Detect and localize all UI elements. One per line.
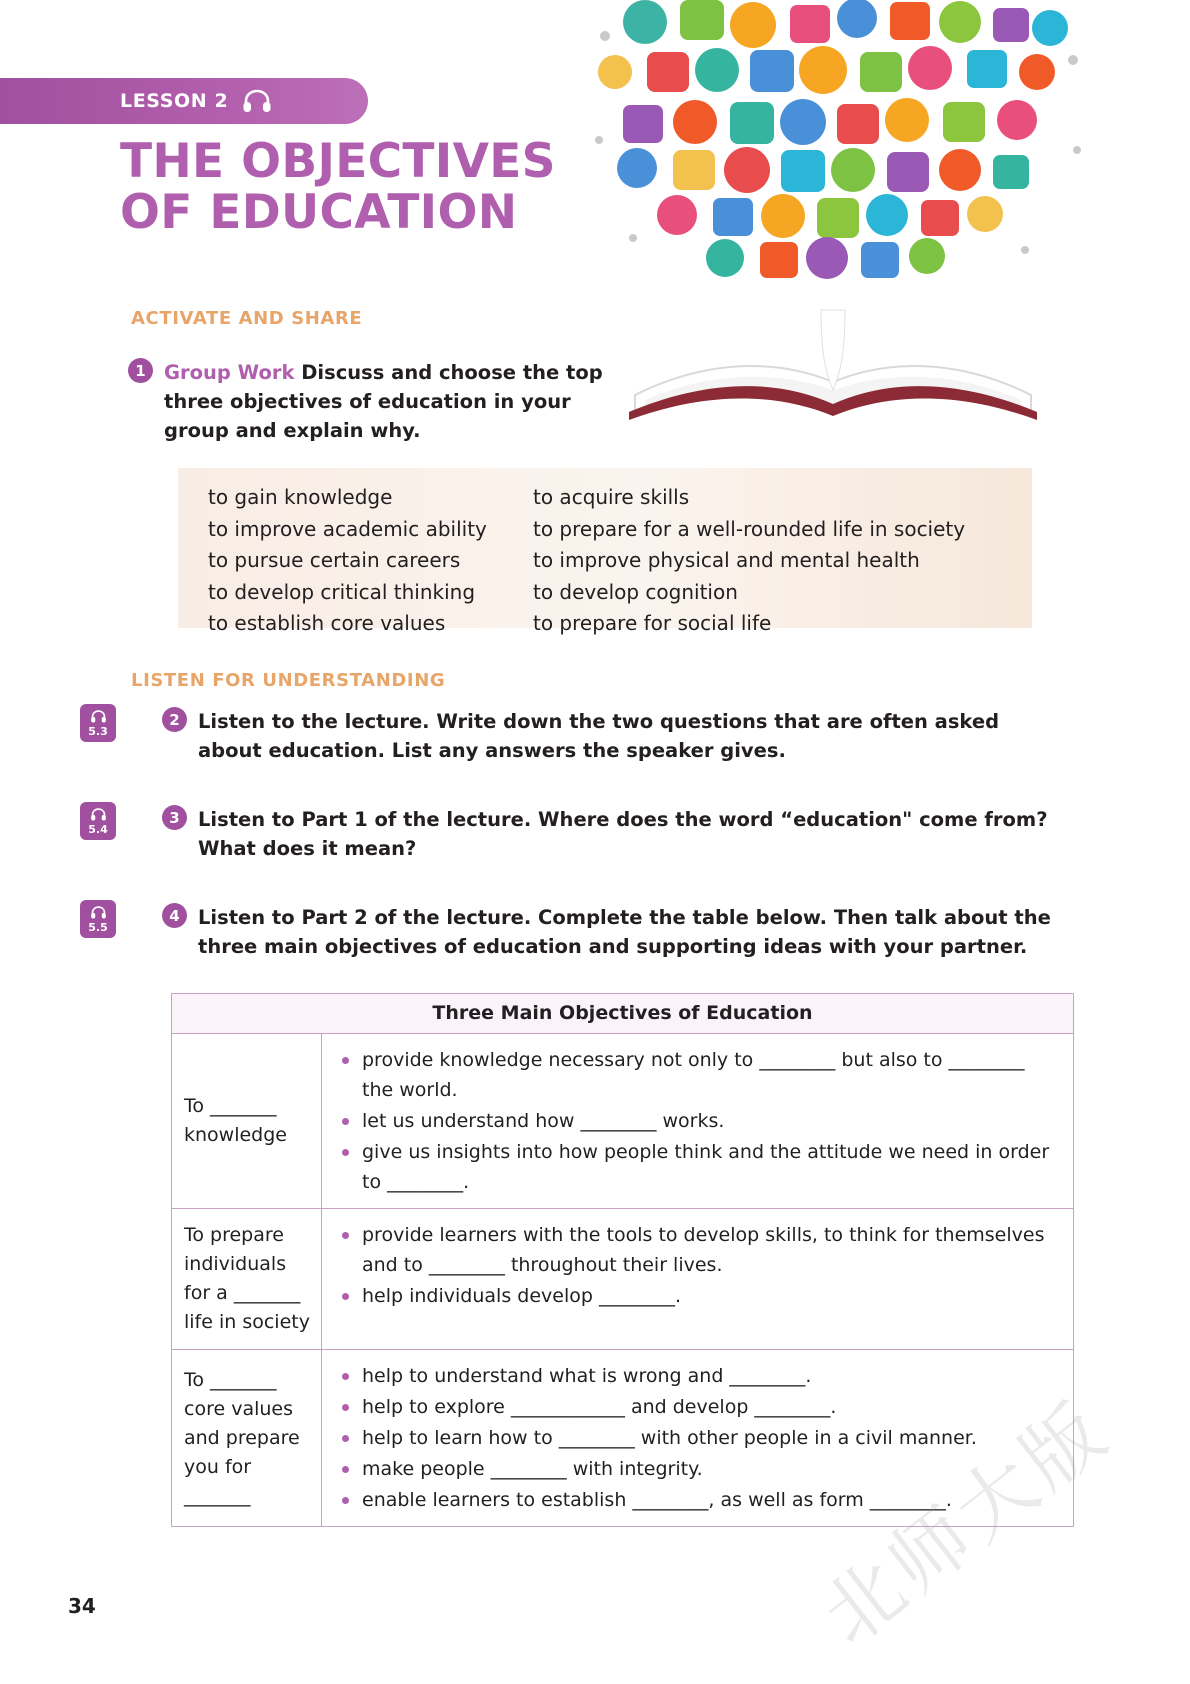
list-item: help to understand what is wrong and ________. <box>338 1361 1059 1391</box>
page-title: THE OBJECTIVES OF EDUCATION <box>120 134 556 240</box>
table-row <box>172 1350 1073 1526</box>
lesson-tag <box>0 78 368 124</box>
list-item: provide knowledge necessary not only to ________ but also to ________ the world. <box>338 1045 1059 1105</box>
objectives-left-column <box>208 482 533 640</box>
task-1-text <box>164 358 628 445</box>
audio-track-number: 5.3 <box>88 725 108 738</box>
task-2-text: Listen to the lecture. Write down the two questions that are often asked about education. List any answers the speaker gives. <box>198 710 1000 762</box>
list-item: give us insights into how people think and the attitude we need in order to ________. <box>338 1137 1059 1197</box>
group-work-label: Group Work <box>164 361 295 384</box>
watermark: 北师大版 <box>806 1384 1127 1663</box>
objective-option: to establish core values <box>208 611 446 635</box>
audio-track-chip-5-5[interactable] <box>80 900 116 938</box>
objectives-table <box>171 993 1074 1527</box>
headphones-icon <box>90 808 107 823</box>
objective-option: to pursue certain careers <box>208 548 461 572</box>
audio-track-chip-5-3[interactable] <box>80 704 116 742</box>
list-item: let us understand how ________ works. <box>338 1106 1059 1136</box>
section-heading-activate-and-share: ACTIVATE AND SHARE <box>131 308 363 329</box>
task-4 <box>162 903 1062 961</box>
objective-option: to gain knowledge <box>208 485 393 509</box>
illustration-svg <box>585 0 1090 430</box>
table-cell-details <box>322 1209 1073 1349</box>
task-4-text: Listen to Part 2 of the lecture. Complete the table below. Then talk about the three main objectives of education and supporting ideas with your partner. <box>198 906 1051 958</box>
table-cell-objective: To prepare individuals for a _______ life in society <box>172 1209 322 1349</box>
audio-track-chip-5-4[interactable] <box>80 802 116 840</box>
list-item: help to learn how to ________ with other people in a civil manner. <box>338 1423 1059 1453</box>
objective-option: to develop cognition <box>533 579 738 604</box>
audio-track-number: 5.4 <box>88 823 108 836</box>
table-row <box>172 1034 1073 1209</box>
objective-option: to improve academic ability <box>208 516 487 541</box>
education-icons-illustration <box>585 0 1090 430</box>
objective-option: to acquire skills <box>533 485 690 509</box>
list-item: make people ________ with integrity. <box>338 1454 1059 1484</box>
task-1-instruction: Discuss and choose the top three objectives of education in your group and explain why. <box>164 361 603 442</box>
task-3 <box>162 805 1062 863</box>
audio-track-number: 5.5 <box>88 921 108 934</box>
table-cell-details <box>322 1350 1073 1526</box>
headphones-icon <box>90 906 107 921</box>
task-3-text: Listen to Part 1 of the lecture. Where does the word “education" come from? What does it mean? <box>198 808 1048 860</box>
list-item: help individuals develop ________. <box>338 1281 1059 1311</box>
objective-option: to prepare for a well-rounded life in society <box>533 516 966 541</box>
table-row <box>172 1209 1073 1350</box>
lesson-label: LESSON 2 <box>120 90 229 112</box>
objective-option: to improve physical and mental health <box>533 548 920 572</box>
objectives-options-box <box>178 468 1032 635</box>
list-item: provide learners with the tools to develop skills, to think for themselves and to ________ throughout their lives. <box>338 1220 1059 1280</box>
table-cell-objective: To _______ knowledge <box>172 1034 322 1208</box>
task-number-badge: 1 <box>128 358 153 383</box>
table-title: Three Main Objectives of Education <box>172 994 1073 1034</box>
list-item: enable learners to establish ________, as well as form ________. <box>338 1485 1059 1515</box>
headphones-icon <box>90 710 107 725</box>
task-number-badge: 2 <box>162 707 187 732</box>
task-2 <box>162 707 1062 765</box>
task-1 <box>128 358 628 445</box>
task-number-badge: 3 <box>162 805 187 830</box>
objectives-right-column <box>533 482 965 640</box>
section-heading-listen-for-understanding: LISTEN FOR UNDERSTANDING <box>131 670 446 691</box>
list-item: help to explore ____________ and develop ________. <box>338 1392 1059 1422</box>
task-number-badge: 4 <box>162 903 187 928</box>
objective-option: to prepare for social life <box>533 611 772 635</box>
table-cell-details <box>322 1034 1073 1208</box>
table-cell-objective: To _______ core values and prepare you for _______ <box>172 1350 322 1526</box>
objective-option: to develop critical thinking <box>208 579 476 604</box>
headphones-icon <box>242 89 272 113</box>
page-number: 34 <box>68 1594 96 1618</box>
